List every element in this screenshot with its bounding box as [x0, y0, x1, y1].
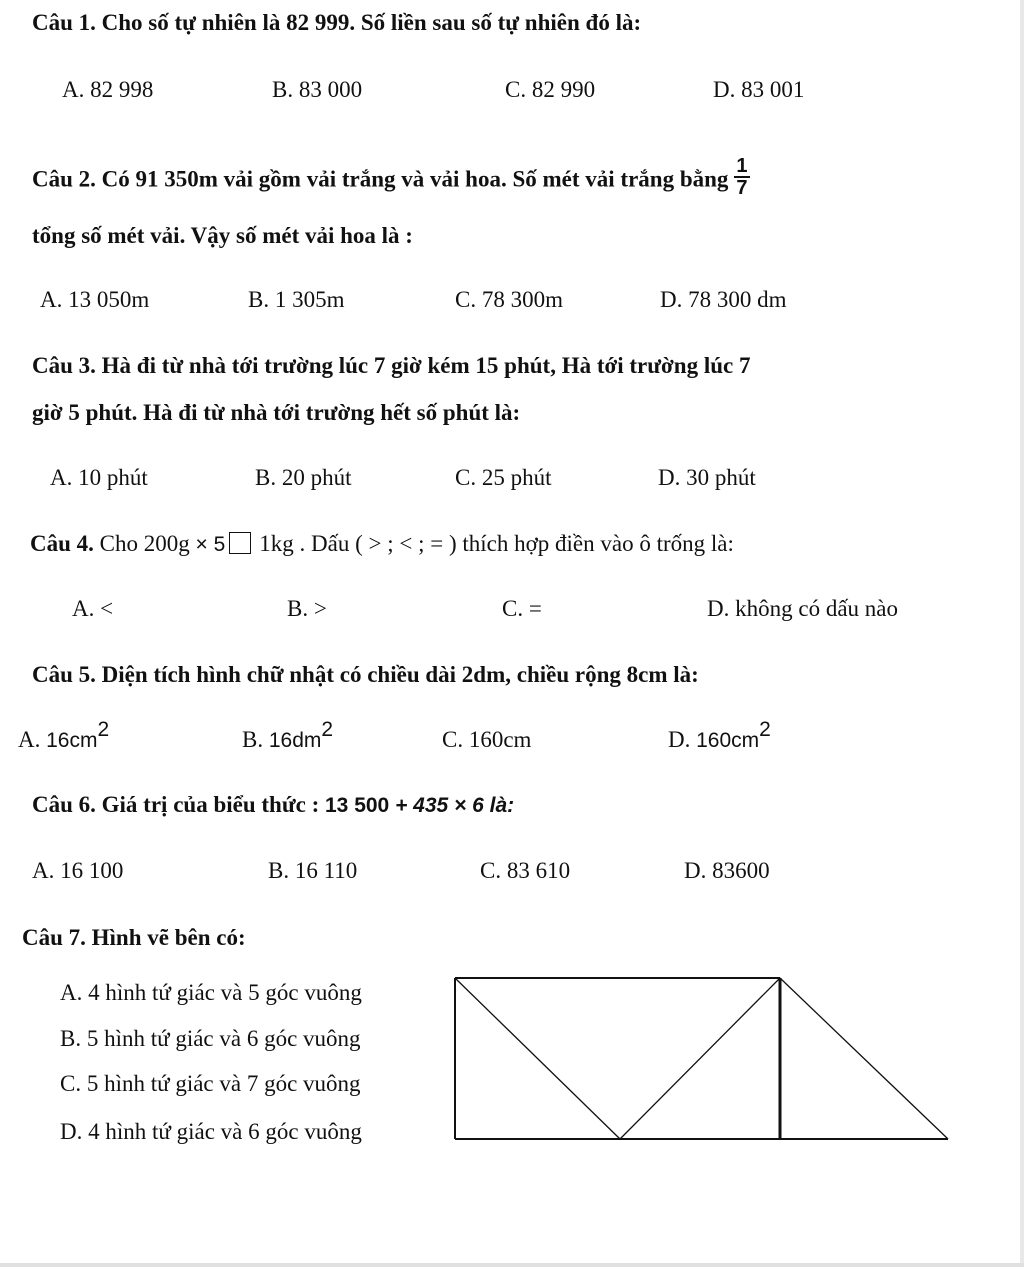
q5-option-a-label: A. [18, 727, 47, 752]
q5-option-a-value: 16cm [46, 729, 98, 752]
q5-option-b-value: 16dm [268, 729, 322, 752]
figure-diagonal-right [780, 978, 948, 1139]
q7-option-b[interactable]: B. 5 hình tứ giác và 6 góc vuông [60, 1026, 361, 1051]
q3-option-a[interactable]: A. 10 phút [50, 465, 148, 490]
q5-option-b[interactable] [242, 718, 334, 755]
q4-blank-box[interactable] [229, 532, 251, 554]
q4-prompt [30, 530, 734, 559]
q5-option-d-value: 160cm [696, 729, 760, 752]
q7-figure [440, 968, 960, 1152]
q5-option-d-sup: 2 [759, 718, 771, 742]
q2-prompt-line2: tổng số mét vải. Vậy số mét vải hoa là : [32, 223, 413, 248]
q7-option-a[interactable]: A. 4 hình tứ giác và 5 góc vuông [60, 980, 362, 1005]
q2-prompt-line1 [32, 155, 750, 202]
q2-fraction-numerator: 1 [736, 155, 748, 177]
q6-prompt-label: Câu 6. Giá trị của biểu thức : [32, 792, 325, 817]
q7-option-c[interactable]: C. 5 hình tứ giác và 7 góc vuông [60, 1071, 361, 1096]
q5-prompt: Câu 5. Diện tích hình chữ nhật có chiều dài 2dm, chiều rộng 8cm là: [32, 662, 699, 687]
q5-option-b-sup: 2 [321, 718, 334, 742]
q3-prompt-line2: giờ 5 phút. Hà đi từ nhà tới trường hết số phút là: [32, 400, 521, 425]
q7-option-d[interactable]: D. 4 hình tứ giác và 6 góc vuông [60, 1119, 362, 1144]
q4-text-a: Cho 200g [93, 531, 196, 556]
page-edge-bottom [0, 1263, 1024, 1267]
q5-option-c-label: C. 160cm [442, 727, 532, 752]
q4-option-b[interactable]: B. > [287, 596, 327, 621]
q5-option-d[interactable] [668, 718, 771, 755]
q3-option-d[interactable]: D. 30 phút [658, 465, 756, 490]
q6-option-a[interactable]: A. 16 100 [32, 858, 124, 883]
q2-fraction [734, 156, 749, 198]
q5-option-a[interactable] [18, 718, 110, 755]
q6-prompt [32, 791, 514, 820]
q3-option-c[interactable]: C. 25 phút [455, 465, 552, 490]
q6-option-b[interactable]: B. 16 110 [268, 858, 358, 883]
q6-prompt-expression: + 435 × 6 là: [395, 794, 515, 817]
figure-diagonal-left [455, 978, 620, 1139]
q2-fraction-denominator: 7 [736, 177, 748, 199]
q3-option-b[interactable]: B. 20 phút [255, 465, 352, 490]
q2-option-c[interactable]: C. 78 300m [455, 287, 563, 312]
q5-option-b-label: B. [242, 727, 269, 752]
q4-label: Câu 4. [30, 531, 94, 556]
q6-option-c[interactable]: C. 83 610 [480, 858, 571, 883]
page-edge-right [1020, 0, 1024, 1267]
q2-prompt-text: Câu 2. Có 91 350m vải gồm vải trắng và vải hoa. Số mét vải trắng bằng [32, 166, 729, 192]
q1-prompt: Câu 1. Cho số tự nhiên là 82 999. Số liền sau số tự nhiên đó là: [32, 10, 642, 35]
figure-diagonal-middle [620, 978, 780, 1139]
q6-option-d[interactable]: D. 83600 [684, 858, 770, 883]
q5-option-a-sup: 2 [97, 718, 110, 742]
q5-option-c[interactable] [442, 726, 531, 754]
q2-option-b[interactable]: B. 1 305m [248, 287, 345, 312]
q4-option-c[interactable]: C. = [502, 596, 542, 621]
q4-text-b: 1kg . Dấu ( > ; < ; = ) thích hợp điền vào ô trống là: [259, 531, 734, 556]
q1-option-b[interactable]: B. 83 000 [272, 77, 363, 102]
q2-option-d[interactable]: D. 78 300 dm [660, 287, 787, 312]
q6-prompt-number: 13 500 [325, 794, 396, 817]
q1-option-c[interactable]: C. 82 990 [505, 77, 596, 102]
q7-prompt: Câu 7. Hình vẽ bên có: [22, 925, 246, 950]
q5-option-d-label: D. [668, 727, 697, 752]
q1-option-a[interactable]: A. 82 998 [62, 77, 154, 102]
q3-prompt-line1: Câu 3. Hà đi từ nhà tới trường lúc 7 giờ kém 15 phút, Hà tới trường lúc 7 [32, 353, 751, 378]
q2-option-a[interactable]: A. 13 050m [40, 287, 150, 312]
q4-option-a[interactable]: A. < [72, 596, 114, 621]
q4-times: × 5 [195, 533, 226, 556]
q4-option-d[interactable]: D. không có dấu nào [707, 596, 898, 621]
q1-option-d[interactable]: D. 83 001 [713, 77, 805, 102]
